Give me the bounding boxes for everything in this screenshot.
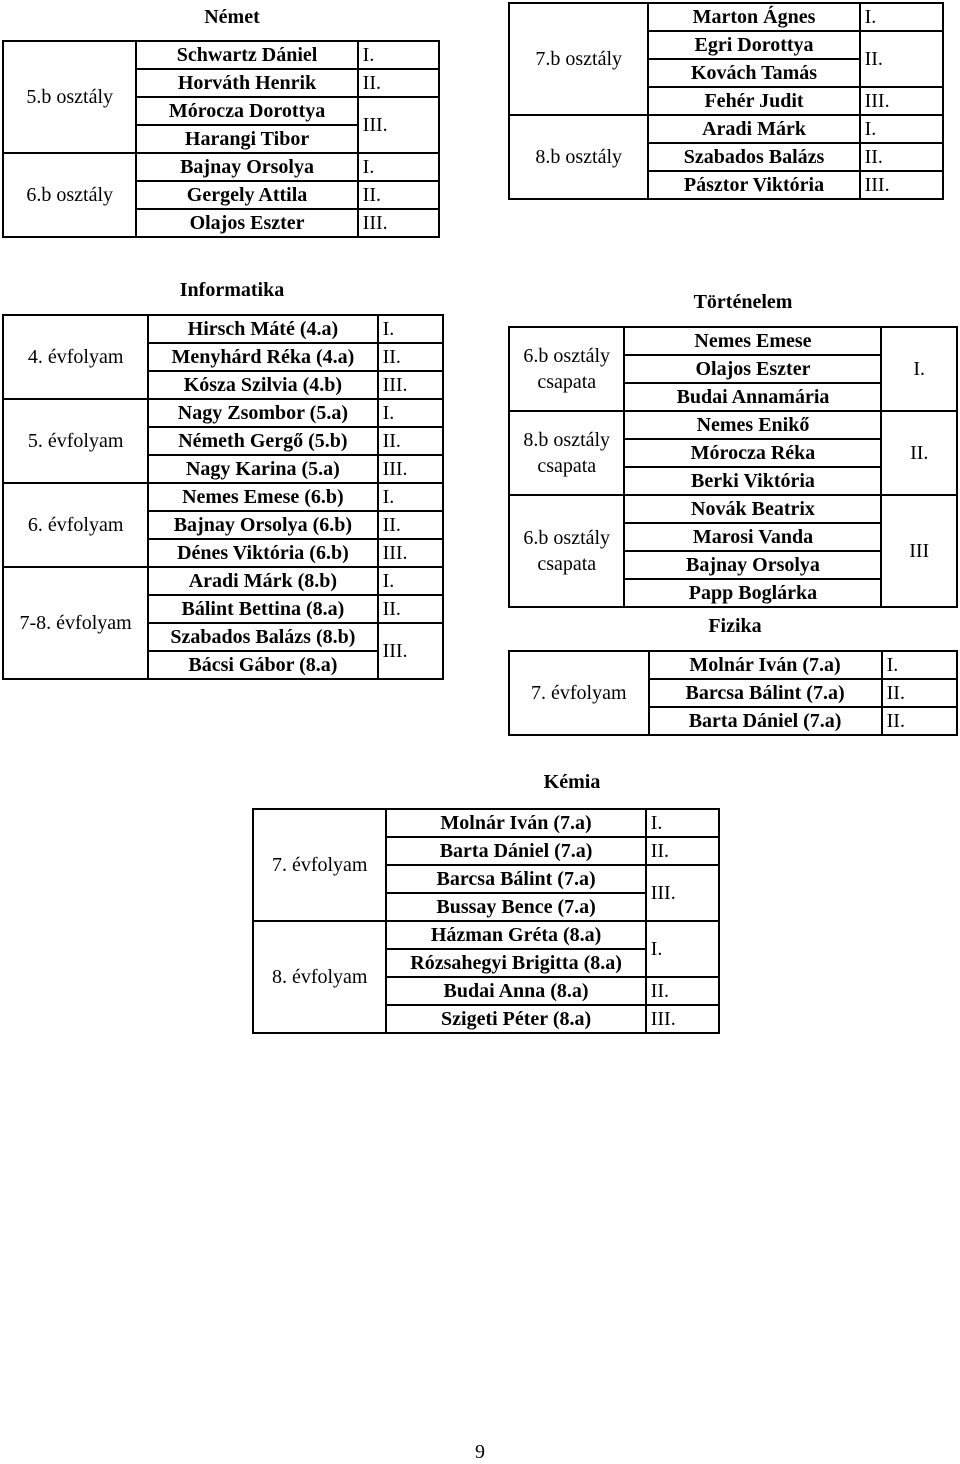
- student-name: Marton Ágnes: [648, 3, 859, 31]
- table-row: [3, 315, 443, 343]
- nemet-table: [2, 40, 440, 238]
- group-label: 8.b osztály csapata: [509, 411, 624, 495]
- student-name: Molnár Iván (7.a): [386, 809, 645, 837]
- student-name: Bussay Bence (7.a): [386, 893, 645, 921]
- student-name: Bácsi Gábor (8.a): [148, 651, 377, 679]
- tortenelem-table: [508, 326, 958, 608]
- student-name: Menyhárd Réka (4.a): [148, 343, 377, 371]
- student-name: Barta Dániel (7.a): [386, 837, 645, 865]
- group-label: 7-8. évfolyam: [3, 567, 148, 679]
- place: I.: [378, 483, 443, 511]
- student-name: Szigeti Péter (8.a): [386, 1005, 645, 1033]
- place: III.: [378, 623, 443, 679]
- table-row: [509, 411, 957, 439]
- student-name: Nemes Emese (6.b): [148, 483, 377, 511]
- place: I.: [646, 809, 719, 837]
- group-label: 6. évfolyam: [3, 483, 148, 567]
- table-row: [509, 651, 957, 679]
- table-row: [253, 921, 719, 949]
- group-label: 8.b osztály: [509, 115, 648, 199]
- place: III.: [646, 1005, 719, 1033]
- student-name: Harangi Tibor: [136, 125, 357, 153]
- student-name: Olajos Eszter: [624, 355, 881, 383]
- student-name: Marosi Vanda: [624, 523, 881, 551]
- student-name: Házman Gréta (8.a): [386, 921, 645, 949]
- kemia-table: [252, 808, 720, 1034]
- table-row: [3, 41, 439, 69]
- nemet-title: Német: [204, 6, 260, 28]
- place: I.: [882, 651, 957, 679]
- nemet-table-2: [508, 2, 944, 200]
- place: I.: [358, 153, 439, 181]
- student-name: Mórocza Dorottya: [136, 97, 357, 125]
- student-name: Kósza Szilvia (4.b): [148, 371, 377, 399]
- table-row: [509, 115, 943, 143]
- fizika-table: [508, 650, 958, 736]
- place: I.: [378, 315, 443, 343]
- student-name: Papp Boglárka: [624, 579, 881, 607]
- student-name: Schwartz Dániel: [136, 41, 357, 69]
- kemia-title: Kémia: [543, 771, 601, 793]
- place: I.: [378, 399, 443, 427]
- place: I.: [646, 921, 719, 977]
- place: I.: [378, 567, 443, 595]
- student-name: Hirsch Máté (4.a): [148, 315, 377, 343]
- place: II.: [860, 31, 943, 87]
- group-label: 6.b osztály csapata: [509, 327, 624, 411]
- student-name: Nagy Zsombor (5.a): [148, 399, 377, 427]
- place: I.: [881, 327, 957, 411]
- student-name: Bajnay Orsolya: [624, 551, 881, 579]
- student-name: Nemes Emese: [624, 327, 881, 355]
- student-name: Budai Anna (8.a): [386, 977, 645, 1005]
- student-name: Szabados Balázs: [648, 143, 859, 171]
- student-name: Berki Viktória: [624, 467, 881, 495]
- group-label: 7. évfolyam: [509, 651, 649, 735]
- place: I.: [860, 3, 943, 31]
- place: III.: [358, 97, 439, 153]
- place: III.: [378, 455, 443, 483]
- place: III.: [646, 865, 719, 921]
- group-label: 7. évfolyam: [253, 809, 386, 921]
- place: II.: [358, 69, 439, 97]
- student-name: Dénes Viktória (6.b): [148, 539, 377, 567]
- place: II.: [882, 707, 957, 735]
- place: III.: [860, 171, 943, 199]
- page-number: 9: [475, 1441, 485, 1463]
- table-row: [3, 153, 439, 181]
- student-name: Bálint Bettina (8.a): [148, 595, 377, 623]
- student-name: Barta Dániel (7.a): [649, 707, 882, 735]
- place: II.: [882, 679, 957, 707]
- place: II.: [860, 143, 943, 171]
- table-row: [3, 399, 443, 427]
- student-name: Pásztor Viktória: [648, 171, 859, 199]
- group-label: 5. évfolyam: [3, 399, 148, 483]
- place: II.: [881, 411, 957, 495]
- student-name: Molnár Iván (7.a): [649, 651, 882, 679]
- place: III.: [378, 539, 443, 567]
- student-name: Egri Dorottya: [648, 31, 859, 59]
- student-name: Bajnay Orsolya (6.b): [148, 511, 377, 539]
- informatika-title: Informatika: [179, 279, 285, 301]
- student-name: Gergely Attila: [136, 181, 357, 209]
- informatika-table: [2, 314, 444, 680]
- student-name: Aradi Márk (8.b): [148, 567, 377, 595]
- student-name: Olajos Eszter: [136, 209, 357, 237]
- place: II.: [378, 511, 443, 539]
- place: III.: [378, 371, 443, 399]
- table-row: [3, 567, 443, 595]
- table-row: [509, 495, 957, 523]
- group-label: 7.b osztály: [509, 3, 648, 115]
- table-row: [253, 809, 719, 837]
- student-name: Nagy Karina (5.a): [148, 455, 377, 483]
- place: III.: [860, 87, 943, 115]
- student-name: Bajnay Orsolya: [136, 153, 357, 181]
- student-name: Barcsa Bálint (7.a): [386, 865, 645, 893]
- place: II.: [378, 343, 443, 371]
- student-name: Aradi Márk: [648, 115, 859, 143]
- place: II.: [378, 595, 443, 623]
- tortenelem-title: Történelem: [693, 291, 793, 313]
- fizika-title: Fizika: [708, 615, 762, 637]
- group-label: 8. évfolyam: [253, 921, 386, 1033]
- place: III.: [358, 209, 439, 237]
- student-name: Mórocza Réka: [624, 439, 881, 467]
- student-name: Horváth Henrik: [136, 69, 357, 97]
- place: II.: [358, 181, 439, 209]
- place: I.: [358, 41, 439, 69]
- student-name: Barcsa Bálint (7.a): [649, 679, 882, 707]
- place: III: [881, 495, 957, 607]
- student-name: Németh Gergő (5.b): [148, 427, 377, 455]
- student-name: Budai Annamária: [624, 383, 881, 411]
- student-name: Novák Beatrix: [624, 495, 881, 523]
- student-name: Kovách Tamás: [648, 59, 859, 87]
- table-row: [509, 3, 943, 31]
- student-name: Nemes Enikő: [624, 411, 881, 439]
- place: II.: [378, 427, 443, 455]
- table-row: [3, 483, 443, 511]
- student-name: Fehér Judit: [648, 87, 859, 115]
- table-row: [509, 327, 957, 355]
- group-label: 6.b osztály csapata: [509, 495, 624, 607]
- group-label: 5.b osztály: [3, 41, 136, 153]
- student-name: Szabados Balázs (8.b): [148, 623, 377, 651]
- place: II.: [646, 977, 719, 1005]
- student-name: Rózsahegyi Brigitta (8.a): [386, 949, 645, 977]
- place: I.: [860, 115, 943, 143]
- group-label: 4. évfolyam: [3, 315, 148, 399]
- place: II.: [646, 837, 719, 865]
- group-label: 6.b osztály: [3, 153, 136, 237]
